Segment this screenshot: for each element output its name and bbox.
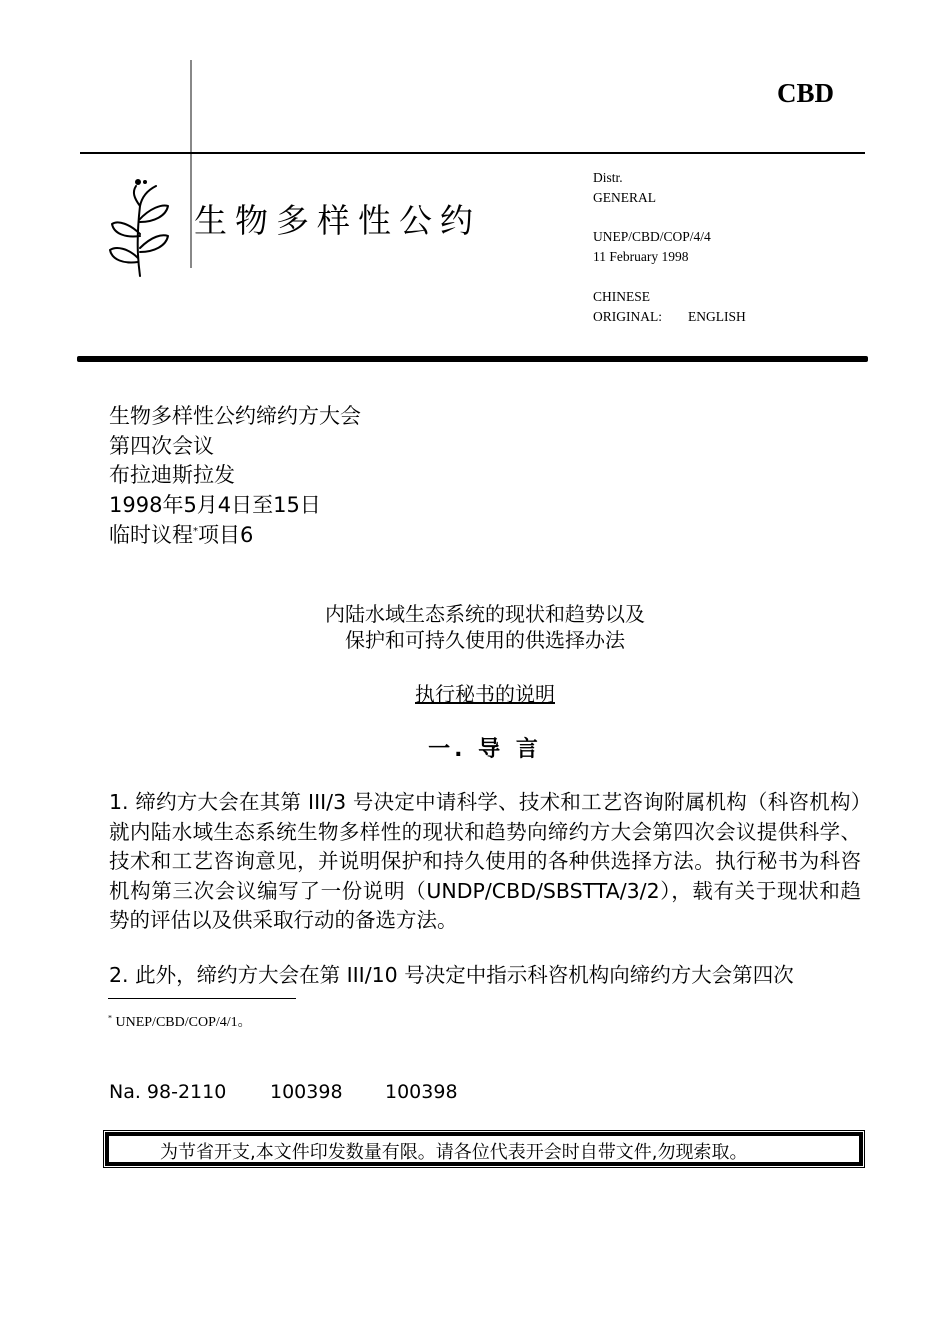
top-rule [80,152,865,154]
note-heading: 执行秘书的说明 [415,682,555,706]
footnote [108,1011,252,1031]
footnote-mark: * [108,1013,112,1023]
distr-label: Distr. [593,170,623,185]
document-symbol: UNEP/CBD/COP/4/4 [593,229,711,244]
convention-title: 生物多样性公约 [194,201,481,240]
cbd-mark: CBD [776,78,834,108]
paragraph-1-text: 1. 缔约方大会在其第 III/3 号决定中请科学、技术和工艺咨询附属机构（科咨机构）就内陆水域生态系统生物多样性的现状和趋势向缔约方大会第四次会议提供科学、技术和工艺咨询意见，并说明保护和持久使用的各种供选择方法。执行秘书为科咨机构第三次会议编写了一份说明（UNDP/CBD/SBSTTA/3/2），载有关于现状和趋势的评估以及供采取行动的备选方法。 [109,790,861,932]
original-label: ORIGINAL: [593,309,662,324]
document-date: 11 February 1998 [593,249,689,264]
notice-text: 为节省开支,本文件印发数量有限。请各位代表开会时自带文件,勿现索取。 [160,1142,748,1163]
document-title-line1: 内陆水域生态系统的现状和趋势以及 [325,602,645,626]
footnote-text: UNEP/CBD/COP/4/1。 [115,1015,252,1030]
paragraph-2 [109,961,861,991]
agenda-item-number: 项目6 [198,523,254,547]
paragraph-1 [109,788,861,936]
original-value: ENGLISH [688,309,746,324]
meeting-dates: 1998年5月4日至15日 [109,493,321,517]
paragraph-2-text: 2. 此外，缔约方大会在第 III/10 号决定中指示科咨机构向缔约方大会第四次 [109,963,794,987]
header-divider [77,356,868,362]
section-heading: 一. 导 言 [428,737,542,762]
meeting-name: 生物多样性公约缔约方大会 [109,404,361,428]
agenda-item [109,519,253,549]
meeting-place: 布拉迪斯拉发 [109,463,235,487]
footnote-marker: * [193,526,198,537]
note-heading-wrap [0,678,950,707]
agenda-item-label: 临时议程 [109,523,193,547]
document-code-2: 100398 [385,1081,458,1103]
footnote-rule [108,998,296,999]
document-number [109,1081,458,1103]
vertical-rule [190,60,192,268]
document-language: CHINESE [593,289,650,304]
cbd-plant-logo-icon [100,176,178,280]
meeting-session: 第四次会议 [109,434,214,458]
distr-value: GENERAL [593,190,656,205]
document-code-1: 100398 [270,1081,343,1103]
document-na-number: Na. 98-2110 [109,1081,227,1103]
document-title-line2: 保护和可持久使用的供选择办法 [345,628,625,652]
